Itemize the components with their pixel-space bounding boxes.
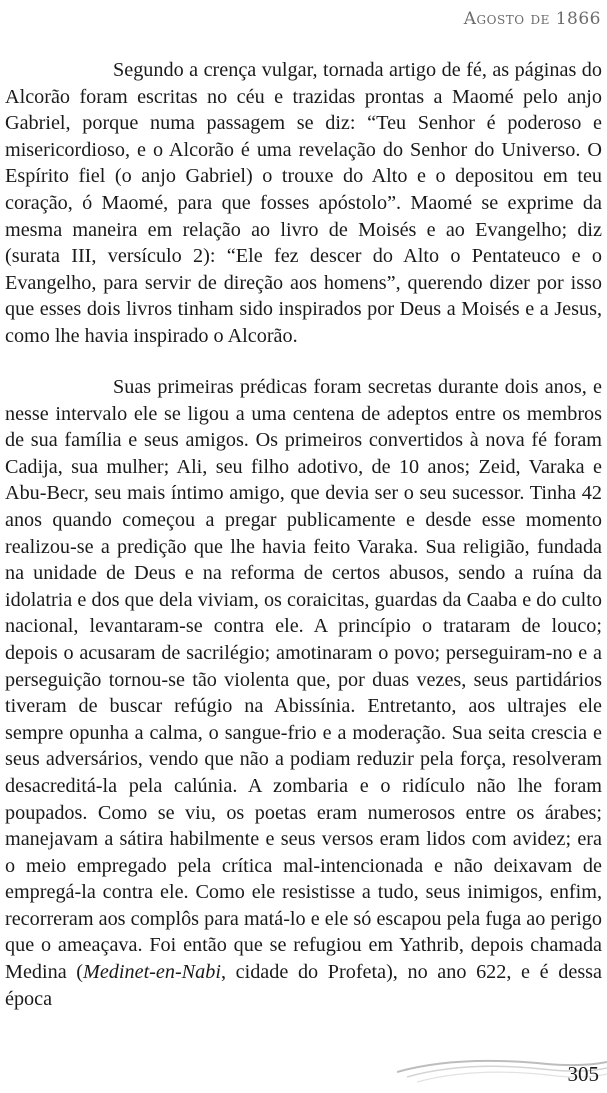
italic-term: Medinet-en-Nabi [83, 961, 221, 984]
running-header: Agosto de 1866 [463, 9, 601, 29]
paragraph-1 [5, 57, 602, 350]
paragraph-2-text-b: , cidade do Profeta), no ano 622, e é dessa época [5, 961, 602, 1010]
paragraph-2-text-a: Suas primeiras prédicas foram secretas durante dois anos, e nesse intervalo ele se ligou a uma centena de adeptos entre os membros de sua família e seus amigos. Os primeiros convertidos à nova fé foram Cadija, sua mulher; Ali, seu filho adotivo, de 10 anos; Zeid, Varaka e Abu-Becr, seu mais íntimo amigo, que devia ser o seu sucessor. Tinha 42 anos quando começou a pregar publicamente e desde esse momento realizou-se a predição que lhe havia feito Varaka. Sua religião, fundada na unidade de Deus e na reforma de certos abusos, sendo a ruína da idolatria e dos que dela viviam, os coraicitas, guardas da Caaba e do culto nacional, levantaram-se contra ele. A princípio o trataram de louco; depois o acusaram de sacrilégio; amotinaram o povo; perseguiram-no e a perseguição tornou-se tão violenta que, por duas vezes, seus partidários tiveram de buscar refúgio na Abissínia. Entretanto, aos ultrajes ele sempre opunha a calma, o sangue-frio e a moderação. Sua seita crescia e seus adversários, vendo que não a podiam reduzir pela força, resolveram desacreditá-la pela calúnia. A zombaria e o ridículo não lhe foram poupados. Como se viu, os poetas eram numerosos entre os árabes; manejavam a sátira habilmente e seus versos eram lidos com avidez; era o meio empregado pela crítica mal-intencionada e não deixavam de empregá-la contra ele. Como ele resistisse a tudo, seus inimigos, enfim, recorreram aos complôs para matá-lo e ele só escapou pela fuga ao perigo que o ameaçava. Foi então que se refugiou em Yathrib, depois chamada Medina ( [5, 376, 602, 984]
page-number: 305 [567, 1062, 599, 1086]
paragraph-2 [5, 374, 602, 1012]
paragraph-1-text: Segundo a crença vulgar, tornada artigo de fé, as páginas do Alcorão foram escritas no céu e trazidas prontas a Maomé pelo anjo Gabriel, porque numa passagem se diz: “Teu Senhor é poderoso e misericordioso, e o Alcorão é uma revelação do Senhor do Universo. O Espírito fiel (o anjo Gabriel) o trouxe do Alto e o depositou em teu coração, ó Maomé, para que fosses apóstolo”. Maomé se exprime da mesma maneira em relação ao livro de Moisés e ao Evangelho; diz (surata III, versículo 2): “Ele fez descer do Alto o Pentateuco e o Evangelho, para servir de direção aos homens”, querendo dizer por isso que esses dois livros tinham sido inspirados por Deus a Moisés e a Jesus, como lhe havia inspirado o Alcorão. [5, 59, 602, 347]
paragraph-2-text [5, 374, 602, 1012]
page-footer [0, 1050, 607, 1093]
